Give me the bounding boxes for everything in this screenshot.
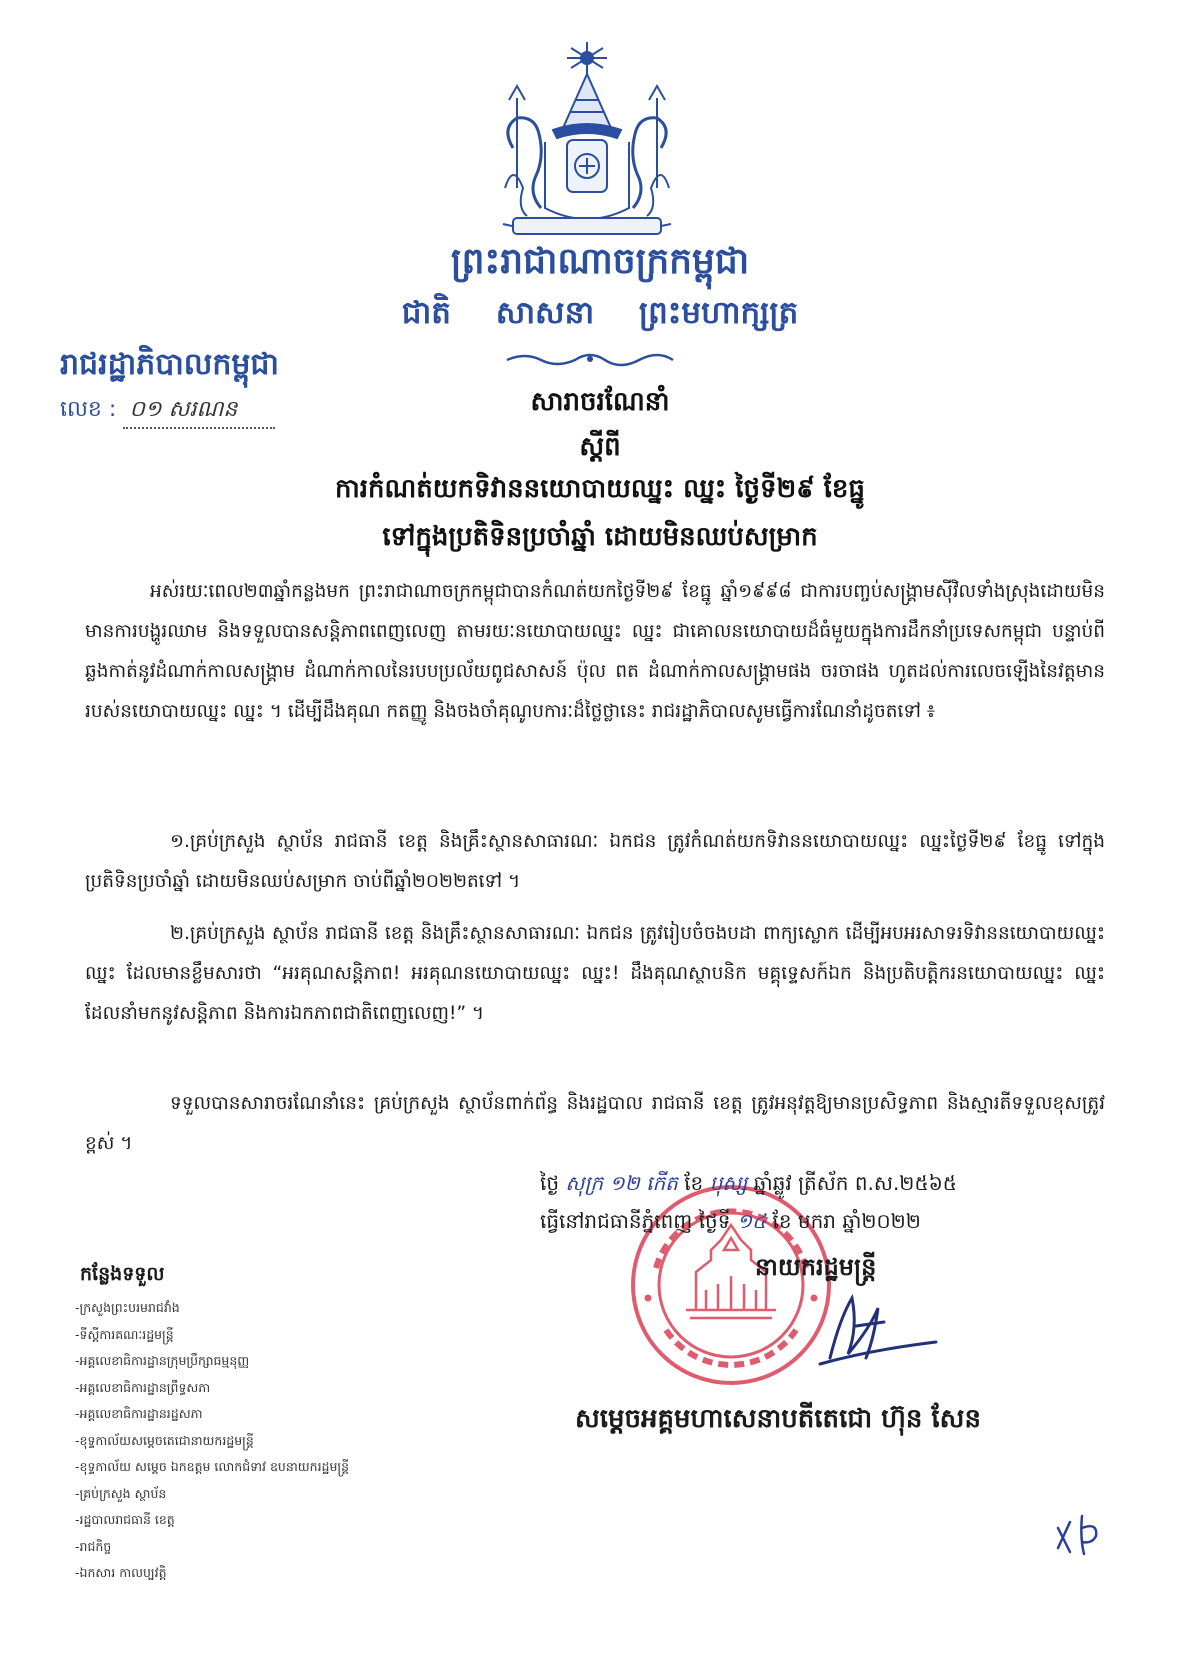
lunar-month-handwritten: បុស្ស bbox=[709, 1171, 748, 1195]
recipient-item: -អគ្គលេខាធិការដ្ឋានព្រឹទ្ធសភា bbox=[75, 1379, 211, 1395]
subject-line-1: ការកំណត់យកទិវាននយោបាយឈ្នះ ឈ្នះ ថ្ងៃទី២៩ ខែធ្នូ bbox=[335, 474, 865, 504]
reference-label: លេខ : bbox=[60, 397, 117, 422]
recipient-item: -ឯកសារ កាលប្បវត្តិ bbox=[75, 1565, 167, 1580]
body-paragraph-point-2: ២.គ្រប់ក្រសួង ស្ថាប័ន រាជធានី ខេត្ត និងគ្រឹះស្ថានសាធារណៈ ឯកជន ត្រូវរៀបចំចងបដា ពាក្យស្លោក ដើម្បីអបអរសាទរទិវាននយោបាយឈ្នះ ឈ្នះ ដែលមានខ្លឹមសារថា “អរគុណសន្តិភាព! អរគុណនយោបាយឈ្នះ ឈ្នះ! ដឹងគុណស្ថាបនិក មគ្គុទ្ទេសក៍ឯក និងប្រតិបត្តិករនយោបាយឈ្នះ ឈ្នះ ដែលនាំមកនូវសន្តិភាព និងការឯកភាពជាតិពេញលេញ!” ។ bbox=[85, 923, 1105, 1024]
solar-day-handwritten: ១៤ bbox=[736, 1209, 767, 1233]
lunar-month-label: ខែ bbox=[684, 1171, 704, 1195]
decorative-divider-icon bbox=[505, 350, 675, 370]
recipients-list bbox=[75, 1295, 349, 1587]
kingdom-name: ព្រះរាជាណាចក្រកម្ពុជា bbox=[450, 241, 750, 282]
signatory-name: សម្តេចអគ្គមហាសេនាបតីតេជោ ហ៊ុន សែន bbox=[575, 1404, 981, 1434]
national-motto: ជាតិ សាសនា ព្រះមហាក្សត្រ bbox=[401, 295, 799, 331]
lunar-date-line bbox=[540, 1170, 957, 1200]
recipient-item: -ខុទ្ទកាល័យសម្តេចតេជោនាយករដ្ឋមន្ត្រី bbox=[75, 1432, 254, 1448]
solar-year: ឆ្នាំ២០២២ bbox=[842, 1209, 921, 1233]
lunar-date-prefix: ថ្ងៃ bbox=[540, 1171, 560, 1195]
solar-date-line bbox=[540, 1208, 921, 1238]
place-prefix: ធ្វើនៅរាជធានីភ្នំពេញ ថ្ងៃទី bbox=[540, 1209, 731, 1233]
recipient-item: -អគ្គលេខាធិការដ្ឋានរដ្ឋសភា bbox=[75, 1406, 203, 1421]
subject-line-2: ទៅក្នុងប្រតិទិនប្រចាំឆ្នាំ ដោយមិនឈប់សម្រាក bbox=[382, 522, 818, 552]
lunar-day-handwritten: សុក្រ ១២ កើត bbox=[565, 1171, 678, 1195]
recipient-item: -គ្រប់ក្រសួង ស្ថាប័ន bbox=[75, 1485, 167, 1501]
royal-coat-of-arms-emblem bbox=[483, 38, 691, 243]
issuing-government: រាជរដ្ឋាភិបាលកម្ពុជា bbox=[60, 347, 279, 382]
lunar-year: ឆ្នាំឆ្លូវ ត្រីស័ក ព.ស.២៥៦៥ bbox=[753, 1171, 957, 1195]
handwritten-initials bbox=[1052, 1508, 1104, 1558]
document-type-title: សារាចរណែនាំ bbox=[530, 387, 670, 417]
solar-month: ខែ មករា bbox=[772, 1209, 836, 1233]
recipient-item: -ក្រសួងព្រះបរមរាជវាំង bbox=[75, 1300, 180, 1315]
recipient-item: -អគ្គលេខាធិការដ្ឋានក្រុមប្រឹក្សាធម្មនុញ្ញ bbox=[75, 1353, 250, 1368]
handwritten-signature bbox=[800, 1258, 940, 1378]
recipient-item: -រដ្ឋបាលរាជធានី ខេត្ត bbox=[75, 1512, 175, 1527]
recipient-item: -ខុទ្ទកាល័យ សម្តេច ឯកឧត្តម លោកជំទាវ ឧបនាយករដ្ឋមន្ត្រី bbox=[75, 1459, 350, 1474]
recipient-item: -ទីស្តីការគណៈរដ្ឋមន្ត្រី bbox=[75, 1326, 174, 1342]
reference-value: ០១ សរណន bbox=[123, 395, 275, 429]
signatory-title: នាយករដ្ឋមន្ត្រី bbox=[755, 1253, 877, 1281]
body-paragraph-intro: អស់រយៈពេល២៣ឆ្នាំកន្លងមក ព្រះរាជាណាចក្រកម្ពុជាបានកំណត់យកថ្ងៃទី២៩ ខែធ្នូ ឆ្នាំ១៩៩៨ ជាការបញ្ចប់សង្គ្រាមស៊ីវិលទាំងស្រុងដោយមិនមានការបង្ហូរឈាម និងទទួលបានសន្តិភាពពេញលេញ តាមរយៈនយោបាយឈ្នះ ឈ្នះ ជាគោលនយោបាយដ៏ធំមួយក្នុងការដឹកនាំប្រទេសកម្ពុជា បន្ទាប់ពីឆ្លងកាត់នូវដំណាក់កាលសង្គ្រាម ដំណាក់កាលនៃរបបប្រល័យពូជសាសន៍ ប៉ុល ពត ដំណាក់កាលសង្គ្រាមផង ចរចាផង ហូតដល់ការលេចឡើងនៃវត្តមានរបស់នយោបាយឈ្នះ ឈ្នះ ។ ដើម្បីដឹងគុណ កតញ្ញូ និងចងចាំគុណូបការៈដ៏ថ្លៃថ្លានេះ រាជរដ្ឋាភិបាលសូមធ្វើការណែនាំដូចតទៅ ៖ bbox=[85, 581, 1105, 722]
recipients-title: កន្លែងទទួល bbox=[80, 1263, 165, 1285]
subject-label: ស្តីពី bbox=[579, 432, 621, 462]
recipient-item: -រាជកិច្ច bbox=[75, 1538, 112, 1554]
body-paragraph-point-1: ១.គ្រប់ក្រសួង ស្ថាប័ន រាជធានី ខេត្ត និងគ្រឹះស្ថានសាធារណៈ ឯកជន ត្រូវកំណត់យកទិវាននយោបាយឈ្នះ ឈ្នះថ្ងៃទី២៩ ខែធ្នូ ទៅក្នុងប្រតិទិនប្រចាំឆ្នាំ ដោយមិនឈប់សម្រាក ចាប់ពីឆ្នាំ២០២២តទៅ ។ bbox=[85, 831, 1105, 892]
body-paragraph-closing: ទទួលបានសារាចរណែនាំនេះ គ្រប់ក្រសួង ស្ថាប័នពាក់ព័ន្ធ និងរដ្ឋបាល រាជធានី ខេត្ត ត្រូវអនុវត្តឱ្យមានប្រសិទ្ធភាព និងស្មារតីទទួលខុសត្រូវខ្ពស់ ។ bbox=[85, 1093, 1105, 1154]
